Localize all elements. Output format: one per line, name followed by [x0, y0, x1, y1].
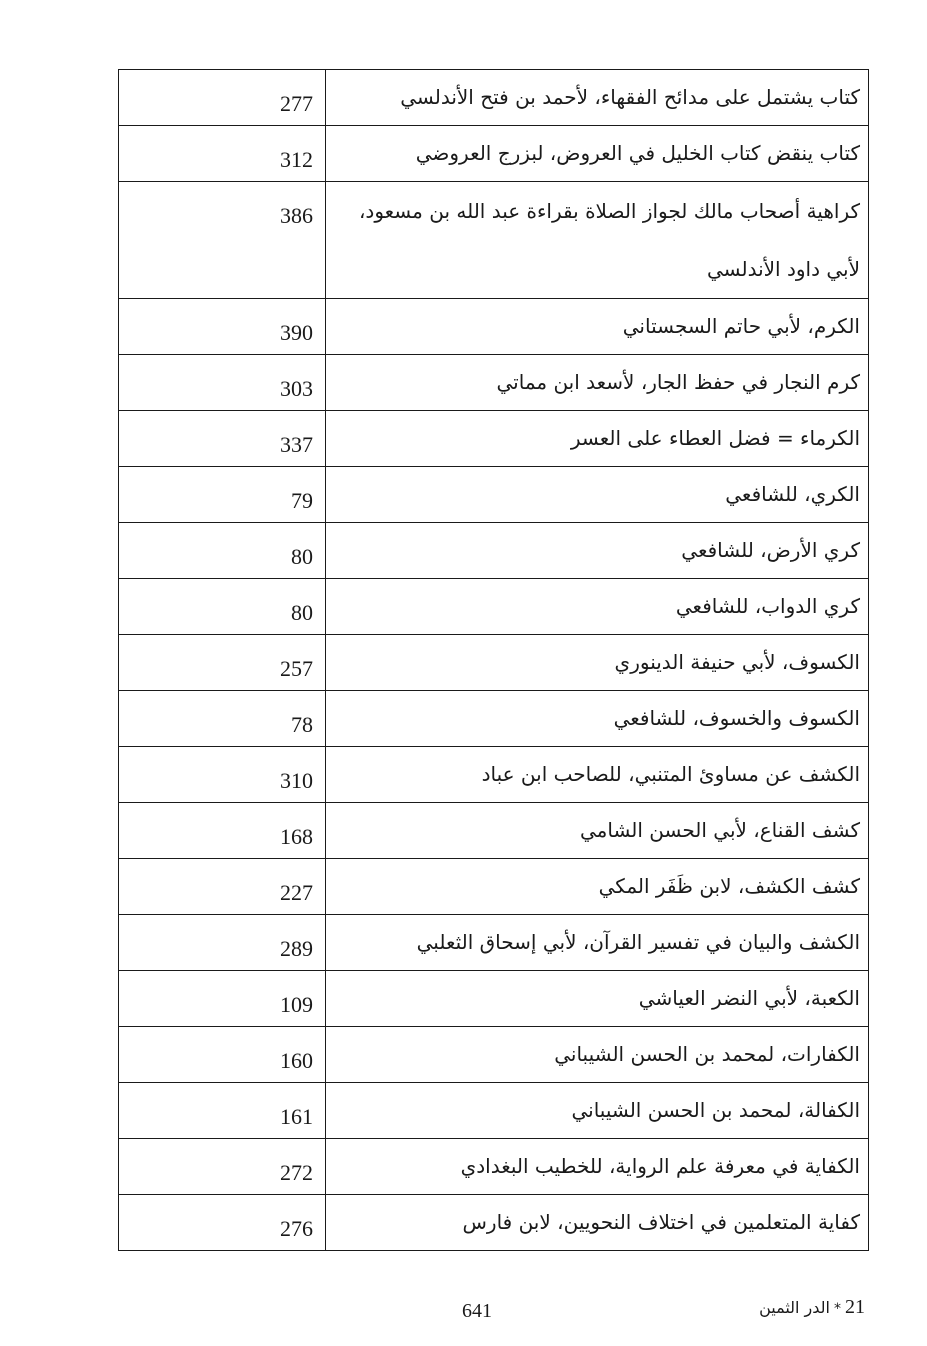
entry-title: الكرماء = فضل العطاء على العسر: [326, 411, 869, 467]
entry-title: كتاب يشتمل على مدائح الفقهاء، لأحمد بن فتح الأندلسي: [326, 70, 869, 126]
table-row: [119, 635, 869, 691]
entry-page-number: 276: [119, 1195, 326, 1251]
table-row: [119, 803, 869, 859]
table-row: [119, 747, 869, 803]
entry-page-number: 312: [119, 126, 326, 182]
entry-title: الكشف والبيان في تفسير القرآن، لأبي إسحاق الثعلبي: [326, 915, 869, 971]
entry-title: كفاية المتعلمين في اختلاف النحويين، لابن فارس: [326, 1195, 869, 1251]
entry-page-number: 310: [119, 747, 326, 803]
entry-page-number: 257: [119, 635, 326, 691]
table-row: [119, 1139, 869, 1195]
entry-title: الكعبة، لأبي النضر العياشي: [326, 971, 869, 1027]
entry-page-number: 303: [119, 355, 326, 411]
entry-title: كشف القناع، لأبي الحسن الشامي: [326, 803, 869, 859]
separator-star: *: [834, 1301, 841, 1317]
entry-title: كتاب ينقض كتاب الخليل في العروض، لبزرج العروضي: [326, 126, 869, 182]
table-row: [119, 523, 869, 579]
page-number: 641: [462, 1300, 492, 1322]
entry-page-number: 78: [119, 691, 326, 747]
entry-page-number: 277: [119, 70, 326, 126]
entry-title: كري الأرض، للشافعي: [326, 523, 869, 579]
entry-page-number: 109: [119, 971, 326, 1027]
entry-page-number: 390: [119, 299, 326, 355]
entry-page-number: 272: [119, 1139, 326, 1195]
entry-page-number: 337: [119, 411, 326, 467]
table-row: [119, 579, 869, 635]
entry-title: كري الدواب، للشافعي: [326, 579, 869, 635]
entry-page-number: 80: [119, 579, 326, 635]
volume-number: 21: [845, 1296, 865, 1318]
table-row: [119, 70, 869, 126]
table-row: [119, 859, 869, 915]
table-row: [119, 971, 869, 1027]
entry-title: كراهية أصحاب مالك لجواز الصلاة بقراءة عبد الله بن مسعود، لأبي داود الأندلسي: [326, 182, 869, 299]
entry-title: كشف الكشف، لابن ظَفَر المكي: [326, 859, 869, 915]
page-footer: [0, 1294, 927, 1324]
entry-page-number: 79: [119, 467, 326, 523]
index-table-body: [119, 70, 869, 1251]
entry-title: الكفارات، لمحمد بن الحسن الشيباني: [326, 1027, 869, 1083]
entry-title: الكري، للشافعي: [326, 467, 869, 523]
table-row: [119, 1083, 869, 1139]
book-title: الدر الثمين: [759, 1298, 830, 1317]
entry-title: الكشف عن مساوئ المتنبي، للصاحب ابن عباد: [326, 747, 869, 803]
table-row: [119, 691, 869, 747]
table-row: [119, 182, 869, 299]
table-row: [119, 411, 869, 467]
entry-page-number: 161: [119, 1083, 326, 1139]
book-reference: [759, 1296, 865, 1319]
table-row: [119, 1195, 869, 1251]
entry-title: الكسوف، لأبي حنيفة الدينوري: [326, 635, 869, 691]
table-row: [119, 126, 869, 182]
table-row: [119, 1027, 869, 1083]
index-table: [118, 69, 869, 1251]
entry-page-number: 160: [119, 1027, 326, 1083]
entry-page-number: 386: [119, 182, 326, 299]
table-row: [119, 467, 869, 523]
table-row: [119, 915, 869, 971]
entry-page-number: 227: [119, 859, 326, 915]
entry-page-number: 80: [119, 523, 326, 579]
entry-title: الكفالة، لمحمد بن الحسن الشيباني: [326, 1083, 869, 1139]
entry-title: الكسوف والخسوف، للشافعي: [326, 691, 869, 747]
entry-page-number: 289: [119, 915, 326, 971]
table-row: [119, 355, 869, 411]
entry-title: الكفاية في معرفة علم الرواية، للخطيب البغدادي: [326, 1139, 869, 1195]
entry-title: كرم النجار في حفظ الجار، لأسعد ابن مماتي: [326, 355, 869, 411]
entry-page-number: 168: [119, 803, 326, 859]
entry-title: الكرم، لأبي حاتم السجستاني: [326, 299, 869, 355]
table-row: [119, 299, 869, 355]
